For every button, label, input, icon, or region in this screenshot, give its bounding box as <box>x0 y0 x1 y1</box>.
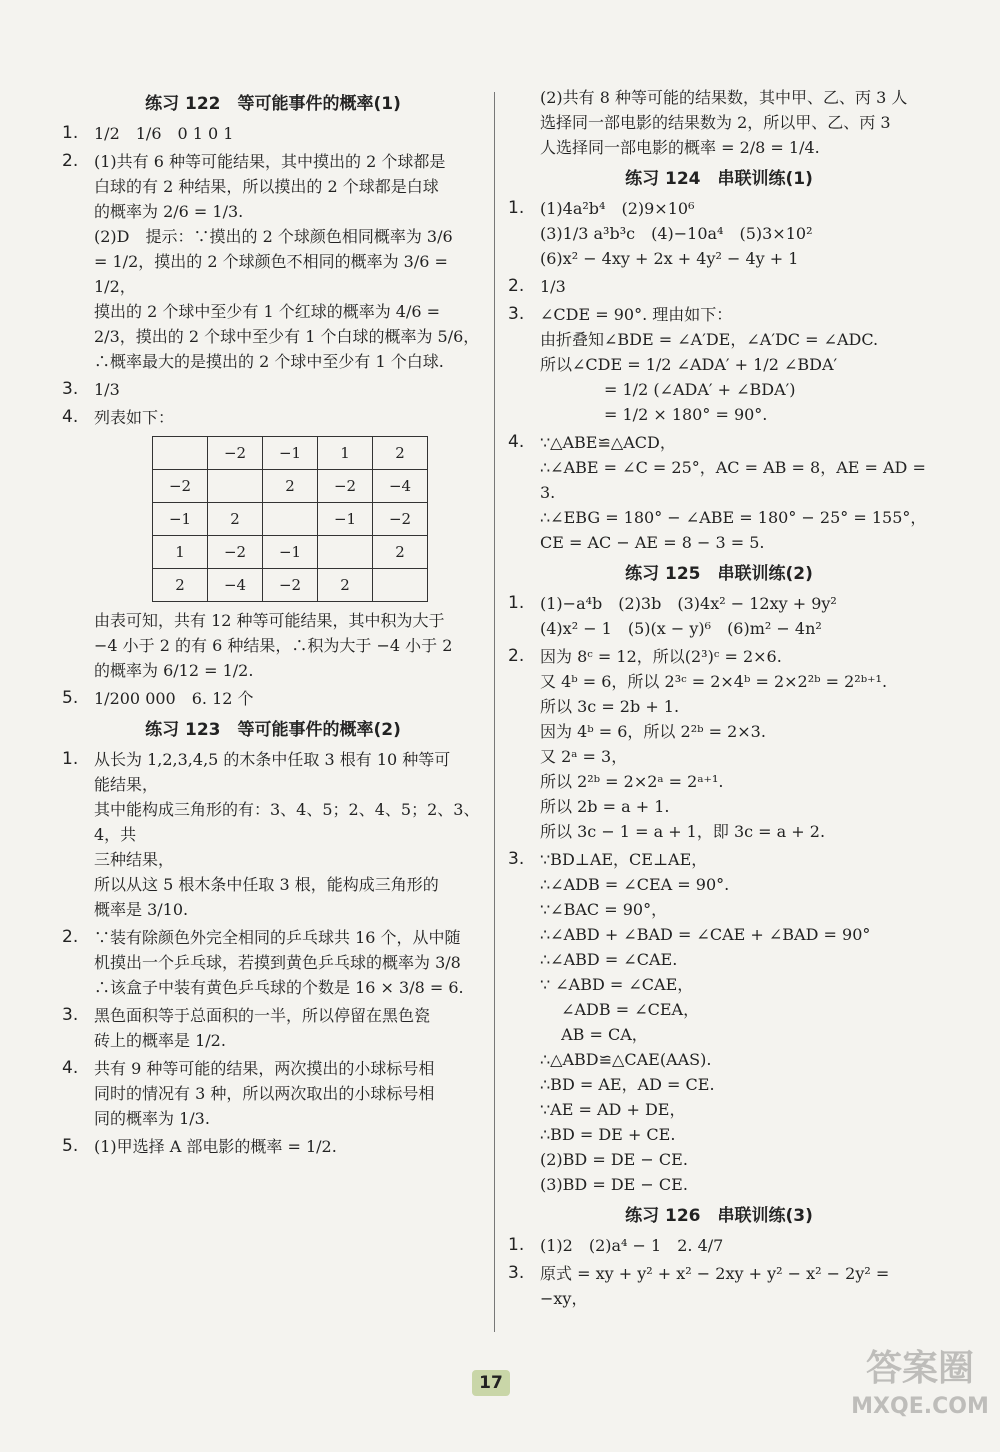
answer-line: ∴BD = AE，AD = CE. <box>540 1075 715 1094</box>
page-number: 17 <box>472 1370 510 1396</box>
answer-body <box>62 747 484 922</box>
answer-text <box>508 85 930 160</box>
question-number: 2. <box>62 151 79 171</box>
answer-body <box>508 1261 930 1311</box>
section-title: 练习 122 等可能事件的概率(1) <box>145 94 401 114</box>
answer-body <box>508 196 930 271</box>
table-cell: −4 <box>373 470 428 503</box>
table-cell: −1 <box>263 437 318 470</box>
section-title: 练习 124 串联训练(1) <box>625 169 813 189</box>
question-number: 3. <box>62 1005 79 1025</box>
answer-line: 因为 4ᵇ = 6，所以 2²ᵇ = 2×3. <box>540 722 766 741</box>
answer-line: 摸出的 2 个球中至少有 1 个红球的概率为 4/6 = <box>94 302 441 321</box>
answer-line: 所以 3c = 2b + 1. <box>540 697 680 716</box>
column-divider <box>494 92 495 1332</box>
answer-body <box>508 591 930 641</box>
answer-line: 白球的有 2 种结果，所以摸出的 2 个球都是白球 <box>94 177 439 196</box>
table-cell: −2 <box>373 503 428 536</box>
answer-line: ∵ ∠ABD = ∠CAE， <box>540 975 694 994</box>
question-answer <box>508 429 930 555</box>
answer-line: ∵△ABE≌△ACD， <box>540 433 676 452</box>
answer-line: 又 2ᵃ = 3， <box>540 747 628 766</box>
answer-line: (1)甲选择 A 部电影的概率 = 1/2. <box>94 1137 337 1156</box>
answer-line: 1/3 <box>540 277 566 296</box>
answer-line: 由表可知，共有 12 种等可能结果，其中积为大于 <box>94 611 445 630</box>
table-cell <box>318 536 373 569</box>
answer-line: ∴∠ADB = ∠CEA = 90°. <box>540 875 730 894</box>
answer-line: = 1/2 × 180° = 90°. <box>540 405 768 424</box>
answer-line: 能结果， <box>94 775 159 794</box>
answer-line: (1)4a²b⁴ (2)9×10⁶ <box>540 199 695 218</box>
answer-line: ∴∠EBG = 180° − ∠ABE = 180° − 25° = 155°， <box>540 508 927 527</box>
answer-line: 概率是 3/10. <box>94 900 189 919</box>
answer-line: (3)1/3 a³b³c (4)−10a⁴ (5)3×10² <box>540 224 813 243</box>
table-cell: −1 <box>263 536 318 569</box>
answer-line: 所以∠CDE = 1/2 ∠ADA′ + 1/2 ∠BDA′ <box>540 355 838 374</box>
answer-body <box>62 608 484 683</box>
answer-line: ∵AE = AD + DE， <box>540 1100 686 1119</box>
answer-line: 1/2 1/6 0 1 0 1 <box>94 124 234 143</box>
answer-line: 1/3 <box>94 380 120 399</box>
answer-line: 砖上的概率是 1/2. <box>94 1031 226 1050</box>
answer-line: 1/200 000 6. 12 个 <box>94 689 254 708</box>
table-cell <box>153 437 208 470</box>
answer-line: 三种结果， <box>94 850 175 869</box>
answer-body <box>62 1134 484 1159</box>
question-number: 1. <box>62 123 79 143</box>
answer-body <box>508 847 930 1197</box>
answer-line: 所以从这 5 根木条中任取 3 根，能构成三角形的 <box>94 875 439 894</box>
left-column <box>62 85 484 1161</box>
answer-line: 因为 8ᶜ = 12，所以(2³)ᶜ = 2×6. <box>540 647 782 666</box>
table-row <box>153 503 428 536</box>
question-answer <box>62 148 484 374</box>
question-answer <box>508 301 930 427</box>
answer-line: 2/3，摸出的 2 个球中至少有 1 个白球的概率为 5/6， <box>94 327 480 346</box>
answer-line: 同的概率为 1/3. <box>94 1109 210 1128</box>
answer-text <box>62 608 484 683</box>
section-title: 练习 123 等可能事件的概率(2) <box>145 720 401 740</box>
table-cell: 2 <box>373 536 428 569</box>
table-row <box>153 470 428 503</box>
answer-line: (6)x² − 4xy + 2x + 4y² − 4y + 1 <box>540 249 799 268</box>
answer-line: (4)x² − 1 (5)(x − y)⁶ (6)m² − 4n² <box>540 619 822 638</box>
answer-body <box>62 121 484 146</box>
table-row <box>153 569 428 602</box>
answer-line: 又 4ᵇ = 6，所以 2³ᶜ = 2×4ᵇ = 2×2²ᵇ = 2²ᵇ⁺¹. <box>540 672 888 691</box>
table-cell: −2 <box>318 470 373 503</box>
table-cell: 1 <box>318 437 373 470</box>
answer-line: ∴概率最大的是摸出的 2 个球中至少有 1 个白球. <box>94 352 444 371</box>
table-cell: 2 <box>318 569 373 602</box>
answer-line: AB = CA， <box>540 1025 648 1044</box>
question-number: 5. <box>62 688 79 708</box>
answer-body <box>62 149 484 374</box>
answer-line: 黑色面积等于总面积的一半，所以停留在黑色瓷 <box>94 1006 431 1025</box>
question-number: 2. <box>62 927 79 947</box>
table-cell: −2 <box>153 470 208 503</box>
answer-line: 列表如下： <box>94 408 175 427</box>
question-answer <box>62 1133 484 1159</box>
table-cell: −4 <box>208 569 263 602</box>
answer-line: 选择同一部电影的结果数为 2，所以甲、乙、丙 3 <box>540 113 891 132</box>
table-cell <box>263 503 318 536</box>
table-row <box>153 536 428 569</box>
question-number: 1. <box>508 593 525 613</box>
answer-line: 由折叠知∠BDE = ∠A′DE，∠A′DC = ∠ADC. <box>540 330 879 349</box>
answer-line: (1)−a⁴b (2)3b (3)4x² − 12xy + 9y² <box>540 594 837 613</box>
question-answer <box>508 1260 930 1311</box>
table-cell: 1 <box>153 536 208 569</box>
watermark-line2: MXQE.COM <box>851 1394 989 1419</box>
watermark-logo <box>850 1345 990 1445</box>
question-answer <box>62 685 484 711</box>
question-number: 4. <box>62 1058 79 1078</box>
question-answer <box>508 643 930 844</box>
answer-line: 所以 2²ᵇ = 2×2ᵃ = 2ᵃ⁺¹. <box>540 772 724 791</box>
answer-line: = 1/2，摸出的 2 个球颜色不相同的概率为 3/6 = 1/2， <box>94 252 448 296</box>
question-answer <box>62 924 484 1000</box>
answer-line: 人选择同一部电影的概率 = 2/8 = 1/4. <box>540 138 820 157</box>
answer-body <box>508 644 930 844</box>
answer-line: (2)BD = DE − CE. <box>540 1150 688 1169</box>
question-answer <box>62 1055 484 1131</box>
question-answer <box>62 746 484 922</box>
section-title: 练习 125 串联训练(2) <box>625 564 813 584</box>
answer-body <box>508 1233 930 1258</box>
answer-body <box>508 302 930 427</box>
question-answer <box>508 1232 930 1258</box>
right-column <box>508 85 930 1313</box>
answer-line: 的概率为 6/12 = 1/2. <box>94 661 254 680</box>
answer-body <box>62 1003 484 1053</box>
answer-body <box>508 430 930 555</box>
table-row <box>153 437 428 470</box>
product-table <box>152 436 428 602</box>
table-cell: −2 <box>208 437 263 470</box>
answer-body <box>62 925 484 1000</box>
answer-body <box>508 85 930 160</box>
table-cell <box>373 569 428 602</box>
answer-body <box>62 405 484 430</box>
answer-body <box>62 1056 484 1131</box>
table-cell: 2 <box>153 569 208 602</box>
answer-body <box>62 686 484 711</box>
answer-line: ∵BD⊥AE，CE⊥AE， <box>540 850 708 869</box>
question-number: 2. <box>508 276 525 296</box>
watermark-line1: 答案圈 <box>865 1348 974 1389</box>
question-number: 1. <box>508 198 525 218</box>
question-number: 5. <box>62 1136 79 1156</box>
answer-line: ∵∠BAC = 90°， <box>540 900 668 919</box>
answer-line: ∴∠ABD = ∠CAE. <box>540 950 678 969</box>
question-answer <box>508 273 930 299</box>
answer-line: 共有 9 种等可能的结果，两次摸出的小球标号相 <box>94 1059 435 1078</box>
answer-line: 原式 = xy + y² + x² − 2xy + y² − x² − 2y² = −xy， <box>540 1264 890 1308</box>
table-cell: −1 <box>153 503 208 536</box>
question-number: 3. <box>508 849 525 869</box>
answer-line: (3)BD = DE − CE. <box>540 1175 688 1194</box>
question-number: 1. <box>62 749 79 769</box>
answer-body <box>62 377 484 402</box>
question-number: 3. <box>508 304 525 324</box>
answer-line: ∠ADB = ∠CEA， <box>540 1000 700 1019</box>
answer-line: ∠CDE = 90°. 理由如下： <box>540 305 733 324</box>
table-cell: −1 <box>318 503 373 536</box>
section-title: 练习 126 串联训练(3) <box>625 1206 813 1226</box>
question-number: 4. <box>62 407 79 427</box>
question-number: 3. <box>508 1263 525 1283</box>
question-number: 2. <box>508 646 525 666</box>
answer-line: −4 小于 2 的有 6 种结果，∴积为大于 −4 小于 2 <box>94 636 453 655</box>
question-answer <box>62 404 484 430</box>
answer-line: (2)D 提示：∵摸出的 2 个球颜色相同概率为 3/6 <box>94 227 453 246</box>
question-answer <box>508 846 930 1197</box>
table-cell: 2 <box>263 470 318 503</box>
answer-line: (1)2 (2)a⁴ − 1 2. 4/7 <box>540 1236 724 1255</box>
answer-line: CE = AC − AE = 8 − 3 = 5. <box>540 533 765 552</box>
answer-line: ∴BD = DE + CE. <box>540 1125 676 1144</box>
answer-line: 从长为 1,2,3,4,5 的木条中任取 3 根有 10 种等可 <box>94 750 451 769</box>
answer-line: 同时的情况有 3 种，所以两次取出的小球标号相 <box>94 1084 435 1103</box>
answer-line: ∴△ABD≌△CAE(AAS). <box>540 1050 712 1069</box>
question-answer <box>62 120 484 146</box>
question-number: 4. <box>508 432 525 452</box>
answer-line: 所以 3c − 1 = a + 1，即 3c = a + 2. <box>540 822 826 841</box>
table-cell: −2 <box>208 536 263 569</box>
answer-line: ∴∠ABD + ∠BAD = ∠CAE + ∠BAD = 90° <box>540 925 871 944</box>
answer-line: 的概率为 2/6 = 1/3. <box>94 202 244 221</box>
answer-line: 机摸出一个乒乓球，若摸到黄色乒乓球的概率为 3/8 <box>94 953 461 972</box>
answer-line: ∴∠ABE = ∠C = 25°，AC = AB = 8，AE = AD = 3. <box>540 458 926 502</box>
answer-line: ∵装有除颜色外完全相同的乒乓球共 16 个，从中随 <box>94 928 461 947</box>
question-answer <box>508 195 930 271</box>
answer-line: 所以 2b = a + 1. <box>540 797 670 816</box>
table-cell: 2 <box>208 503 263 536</box>
table-cell: 2 <box>373 437 428 470</box>
table-cell: −2 <box>263 569 318 602</box>
question-answer <box>62 1002 484 1053</box>
answer-line: 其中能构成三角形的有：3、4、5；2、4、5；2、3、4，共 <box>94 800 480 844</box>
answer-line: ∴该盒子中装有黄色乒乓球的个数是 16 × 3/8 = 6. <box>94 978 464 997</box>
answer-line: = 1/2 (∠ADA′ + ∠BDA′) <box>540 380 796 399</box>
question-answer <box>508 590 930 641</box>
table-cell <box>208 470 263 503</box>
question-answer <box>62 376 484 402</box>
question-number: 3. <box>62 379 79 399</box>
answer-body <box>508 274 930 299</box>
answer-line: (1)共有 6 种等可能结果，其中摸出的 2 个球都是 <box>94 152 446 171</box>
answer-line: (2)共有 8 种等可能的结果数，其中甲、乙、丙 3 人 <box>540 88 908 107</box>
question-number: 1. <box>508 1235 525 1255</box>
